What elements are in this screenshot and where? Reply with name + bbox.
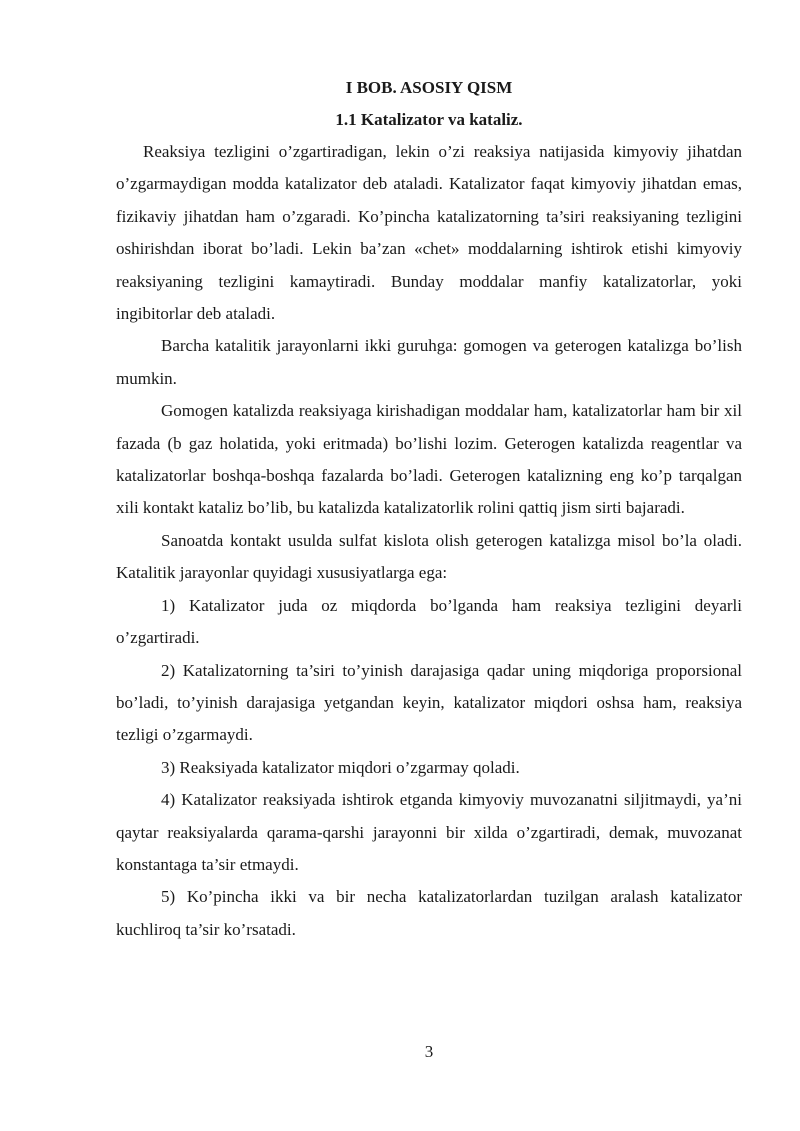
page-number: 3 <box>424 1042 434 1061</box>
list-item-5: 5) Ko’pincha ikki va bir necha katalizatorlardan tuzilgan aralash katalizator kuchliroq ta’sir ko’rsatadi. <box>116 887 742 939</box>
paragraph-sulfuric-acid-example: Sanoatda kontakt usulda sulfat kislota olish geterogen katalizga misol bo’la oladi. Katalitik jarayonlar quyidagi xususiyatlarga ega: <box>116 530 742 583</box>
list-item-2: 2) Katalizatorning ta’siri to’yinish darajasiga qadar uning miqdoriga proporsional bo’ladi, to’yinish darajasiga yetgandan keyin, katalizator miqdori oshsa ham, reaksiya tezligi o’zgarmaydi. <box>116 660 742 745</box>
list-item-4: 4) Katalizator reaksiyada ishtirok etganda kimyoviy muvozanatni siljitmaydi, ya’ni qaytar reaksiyalarda qarama-qarshi jarayonni bir xilda o’zgartiradi, demak, muvozanat konstantaga ta’sir etmaydi. <box>116 790 742 874</box>
document-page <box>116 72 742 946</box>
paragraph-catalyst-definition: Reaksiya tezligini o’zgartiradigan, lekin o’zi reaksiya natijasida kimyoviy jihatdan o’zgarmaydigan modda katalizator deb ataladi. Katalizator faqat kimyoviy jihatdan emas, fizikaviy jihatdan ham o’zgaradi. Ko’pincha katalizatorning ta’siri reaksiyaning tezligini oshirishdan iborat bo’ladi. Lekin ba’zan «chet» moddalarning ishtirok etishi kimyoviy reaksiyaning tezligini kamaytiradi. Bunday moddalar manfiy katalizatorlar, yoki ingibitorlar deb ataladi. <box>116 142 742 324</box>
list-item-3: 3) Reaksiyada katalizator miqdori o’zgarmay qoladi. <box>161 757 520 777</box>
section-title: 1.1 Katalizator va kataliz. <box>335 110 523 129</box>
chapter-title: I BOB. ASOSIY QISM <box>345 78 513 97</box>
paragraph-homogeneous-heterogeneous: Gomogen katalizda reaksiyaga kirishadigan moddalar ham, katalizatorlar ham bir xil fazada (b gaz holatida, yoki eritmada) bo’lishi lozim. Geterogen katalizda reagentlar va katalizatorlar boshqa-boshqa fazalarda bo’ladi. Geterogen katalizning eng ko’p tarqalgan xili kontakt kataliz bo’lib, bu katalizda katalizatorlik rolini qattiq jism sirti bajaradi. <box>116 401 742 518</box>
list-item-1: 1) Katalizator juda oz miqdorda bo’lganda ham reaksiya tezligini deyarli o’zgartiradi. <box>116 595 742 648</box>
paragraph-catalysis-groups: Barcha katalitik jarayonlarni ikki guruhga: gomogen va geterogen katalizga bo’lish mumkin. <box>116 336 742 388</box>
